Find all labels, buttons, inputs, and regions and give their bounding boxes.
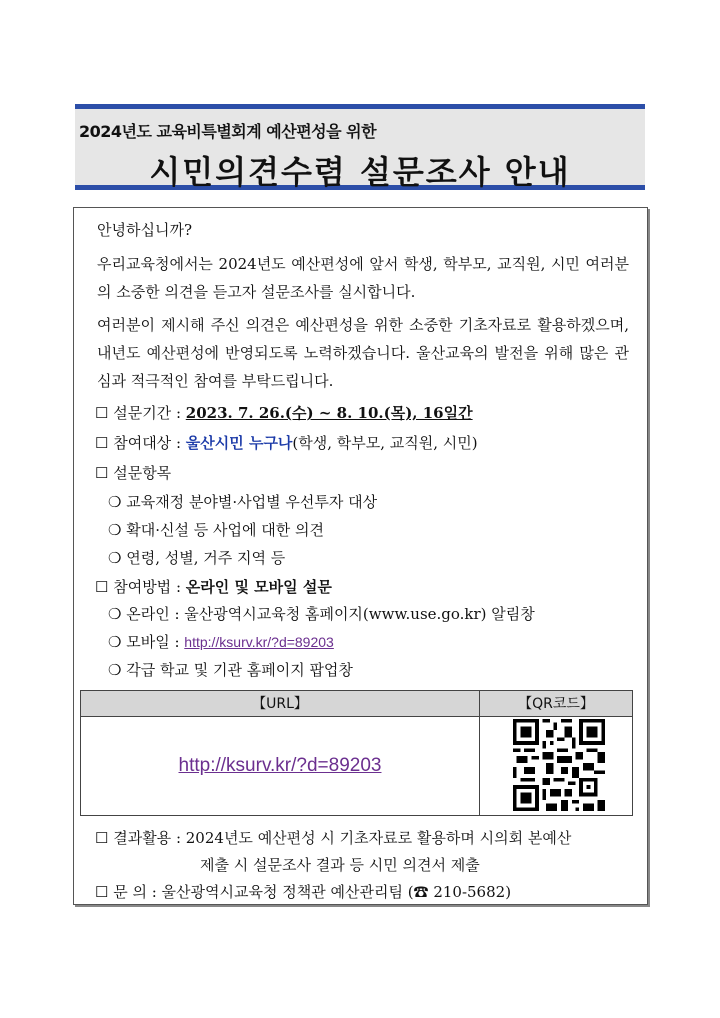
survey-item: ❍ 확대·신설 등 사업에 대한 의견 bbox=[108, 521, 324, 539]
survey-target-value: 울산시민 누구나 bbox=[185, 434, 293, 452]
survey-target-note: (학생, 학부모, 교직원, 시민) bbox=[292, 434, 478, 452]
participation-method bbox=[95, 576, 332, 597]
qr-code-icon[interactable] bbox=[513, 719, 605, 811]
sub-title: 2024년도 교육비특별회계 예산편성을 위한 bbox=[79, 122, 377, 141]
participation-method-label: ☐ 참여방법 : bbox=[95, 578, 186, 596]
contact-info: ☐ 문 의 : 울산광역시교육청 정책관 예산관리팀 (☎ 210-5682) bbox=[95, 883, 512, 901]
result-usage-cont: 제출 시 설문조사 결과 등 시민 의견서 제출 bbox=[200, 856, 480, 874]
survey-period-value: 2023. 7. 26.(수) ~ 8. 10.(목), 16일간 bbox=[185, 404, 473, 422]
result-usage: ☐ 결과활용 : 2024년도 예산편성 시 기초자료로 활용하며 시의회 본예산 bbox=[95, 829, 572, 847]
survey-target bbox=[95, 432, 478, 453]
survey-link-table bbox=[80, 690, 633, 816]
table-divider bbox=[479, 691, 480, 815]
survey-items-label: ☐ 설문항목 bbox=[95, 464, 172, 482]
popup-method: ❍ 각급 학교 및 기관 홈페이지 팝업창 bbox=[108, 661, 353, 679]
main-title: 시민의견수렴 설문조사 안내 bbox=[149, 153, 571, 191]
mobile-survey-link[interactable]: http://ksurv.kr/?d=89203 bbox=[184, 634, 334, 650]
online-method: ❍ 온라인 : 울산광역시교육청 홈페이지(www.use.go.kr) 알림창 bbox=[108, 605, 535, 623]
paragraph-intro: 우리교육청에서는 2024년도 예산편성에 앞서 학생, 학부모, 교직원, 시민 여러분의 소중한 의견을 듣고자 설문조사를 실시합니다. bbox=[97, 255, 629, 301]
greeting: 안녕하십니까? bbox=[97, 221, 192, 239]
survey-target-label: ☐ 참여대상 : bbox=[95, 434, 186, 452]
mobile-method-label: ❍ 모바일 : bbox=[108, 633, 185, 651]
mobile-method bbox=[108, 631, 334, 652]
participation-method-value: 온라인 및 모바일 설문 bbox=[185, 578, 332, 596]
paragraph-purpose: 여러분이 제시해 주신 의견은 예산편성을 위한 소중한 기초자료로 활용하겠으며, 내년도 예산편성에 반영되도록 노력하겠습니다. 울산교육의 발전을 위해 많은 관심과 적극적인 참여를 부탁드립니다. bbox=[97, 316, 629, 390]
qr-header: 【QR코드】 bbox=[480, 691, 632, 717]
url-header: 【URL】 bbox=[81, 691, 479, 717]
survey-period-label: ☐ 설문기간 : bbox=[95, 404, 186, 422]
survey-item: ❍ 연령, 성별, 거주 지역 등 bbox=[108, 549, 286, 567]
title-banner bbox=[75, 104, 645, 190]
survey-item: ❍ 교육재정 분야별·사업별 우선투자 대상 bbox=[108, 493, 378, 511]
survey-period bbox=[95, 402, 473, 423]
survey-url-link[interactable]: http://ksurv.kr/?d=89203 bbox=[178, 755, 382, 776]
